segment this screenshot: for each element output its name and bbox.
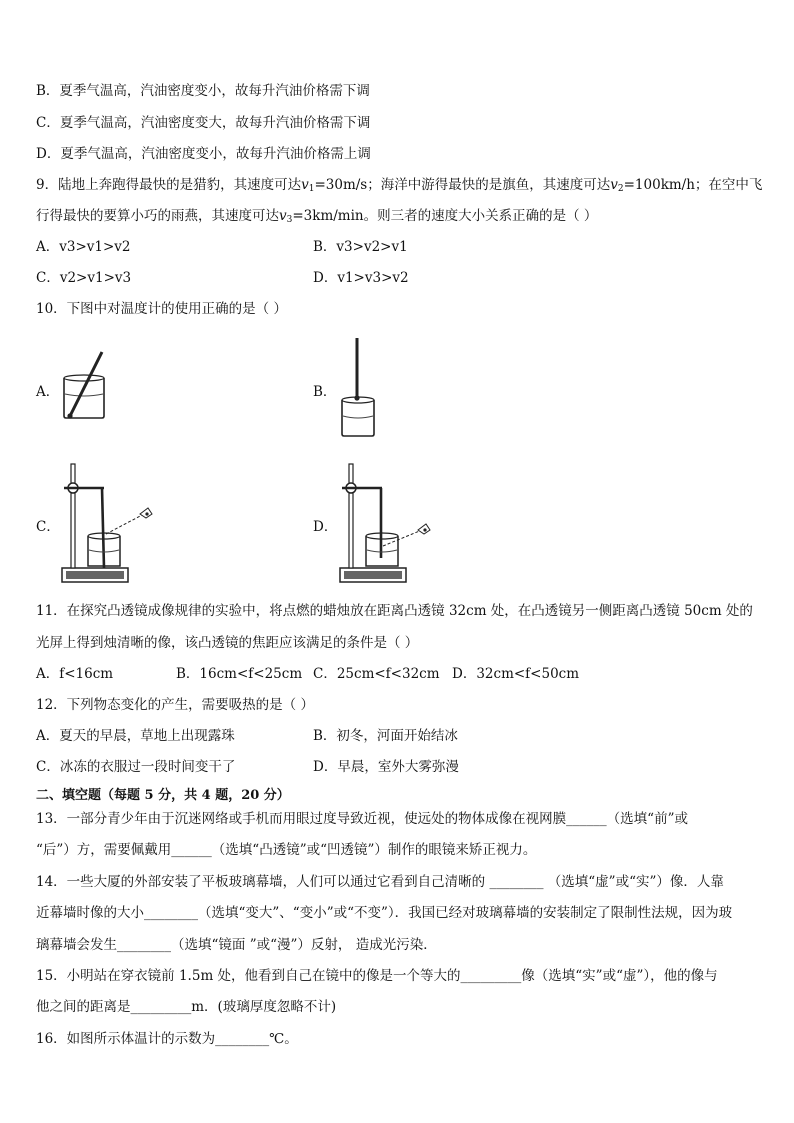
q14-line1: 14．一些大厦的外部安装了平板玻璃幕墙，人们可以通过它看到自己清晰的 ________ （选填“虚”或“实”）像．人靠 xyxy=(36,874,724,890)
q11-option-a: A．f<16cm xyxy=(36,666,114,682)
q13-line1: 13．一部分青少年由于沉迷网络或手机而用眼过度导致近视，使远处的物体成像在视网膜______（选填“前”或 xyxy=(36,811,688,827)
q9-text-e: =3km/min。则三者的速度大小关系正确的是（ ） xyxy=(292,208,598,224)
q9-option-d: D．v1>v3>v2 xyxy=(313,270,409,286)
q12-option-a: A．夏天的早晨，草地上出现露珠 xyxy=(36,728,235,744)
q11-line1: 11．在探究凸透镜成像规律的实验中，将点燃的蜡烛放在距离凸透镜 32cm 处，在凸透镜另一侧距离凸透镜 50cm 处的 xyxy=(36,603,753,619)
q11-option-c: C．25cm<f<32cm xyxy=(313,666,440,682)
q10-stem: 10．下图中对温度计的使用正确的是（ ） xyxy=(36,301,287,317)
q9-text-a: 9．陆地上奔跑得最快的是猎豹，其速度可达 xyxy=(36,177,302,193)
q11-line2: 光屏上得到烛清晰的像，该凸透镜的焦距应该满足的条件是（ ） xyxy=(36,635,419,651)
q10-label-d: D． xyxy=(313,519,338,535)
q12-stem: 12．下列物态变化的产生，需要吸热的是（ ） xyxy=(36,697,314,713)
q9-option-a: A．v3>v1>v2 xyxy=(36,239,131,255)
beaker-thermometer-figure-a xyxy=(58,350,118,422)
q11-option-b: B．16cm<f<25cm xyxy=(176,666,303,682)
beaker-thermometer-figure-b xyxy=(336,336,386,440)
prev-option-c: C．夏季气温高，汽油密度变大，故每升汽油价格需下调 xyxy=(36,115,371,131)
q15-line1: 15．小明站在穿衣镜前 1.5m 处，他看到自己在镜中的像是一个等大的_________像（选填“实”或“虚”），他的像与 xyxy=(36,968,718,984)
q10-label-a: A． xyxy=(36,384,60,400)
q12-option-b: B．初冬，河面开始结冰 xyxy=(313,728,458,744)
q13-line2: “后”）方，需要佩戴用______（选填“凸透镜”或“凹透镜”）制作的眼镜来矫正视力。 xyxy=(36,842,537,858)
stand-thermometer-figure-d xyxy=(338,460,438,586)
q12-option-c: C．冰冻的衣服过一段时间变干了 xyxy=(36,759,236,775)
q9-text-c: =100km/h；在空中飞 xyxy=(623,177,763,193)
prev-option-d: D．夏季气温高，汽油密度变小，故每升汽油价格需上调 xyxy=(36,146,371,162)
prev-option-b: B．夏季气温高，汽油密度变小，故每升汽油价格需下调 xyxy=(36,83,370,99)
q16-stem: 16．如图所示体温计的示数为________℃。 xyxy=(36,1031,298,1047)
q9-line2: 行得最快的要算小巧的雨燕，其速度可达$v_3=3km/\min$。则三者的速度大小关系正确的是（ ） xyxy=(36,208,598,225)
q14-line3: 璃幕墙会发生________（选填“镜面 ”或“漫”）反射， 造成光污染． xyxy=(36,937,437,953)
q9-line1: 9．陆地上奔跑得最快的是猎豹，其速度可达$v_1=30m/s$；海洋中游得最快的是旗鱼，其速度可达$v_2=100km/h$；在空中飞 xyxy=(36,177,763,194)
q12-option-d: D．早晨，室外大雾弥漫 xyxy=(313,759,459,775)
q9-text-d: 行得最快的要算小巧的雨燕，其速度可达 xyxy=(36,208,279,224)
q9-option-c: C．v2>v1>v3 xyxy=(36,270,132,286)
q15-line2: 他之间的距离是_________m．(玻璃厚度忽略不计) xyxy=(36,999,337,1015)
q14-line2: 近幕墙时像的大小________（选填“变大”、“变小”或“不变”）．我国已经对玻璃幕墙的安装制定了限制性法规，因为玻 xyxy=(36,905,733,921)
stand-thermometer-figure-c xyxy=(60,460,160,586)
q9-option-b: B．v3>v2>v1 xyxy=(313,239,408,255)
section-heading: 二、填空题（每题 5 分，共 4 题，20 分） xyxy=(36,788,290,803)
q11-option-d: D．32cm<f<50cm xyxy=(452,666,580,682)
q9-text-b: =30m/s；海洋中游得最快的是旗鱼，其速度可达 xyxy=(314,177,611,193)
q10-label-c: C． xyxy=(36,519,60,535)
q10-label-b: B． xyxy=(313,384,337,400)
